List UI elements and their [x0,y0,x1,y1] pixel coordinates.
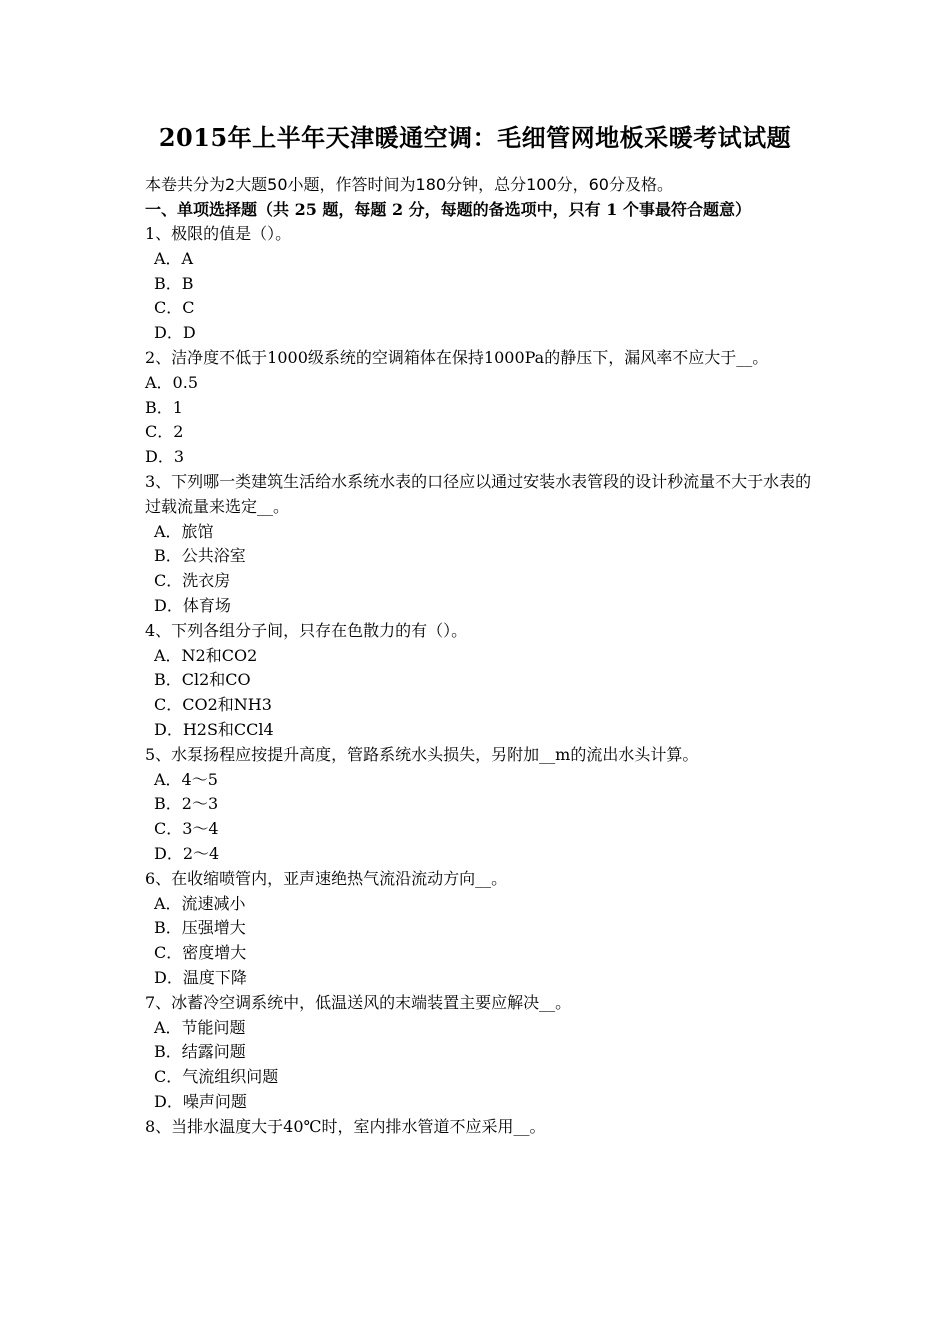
question-block [145,222,815,346]
answer-option: D．噪声问题 [154,1091,247,1111]
document-body [145,172,815,1139]
answer-option: D．2～4 [154,843,220,863]
answer-option: D．D [154,323,196,343]
answer-option: D．体育场 [154,595,231,615]
answer-option: A．流速减小 [154,893,246,913]
question-text: 6、在收缩喷管内，亚声速绝热气流沿流动方向__。 [145,868,508,888]
document-title: 2015年上半年天津暖通空调：毛细管网地板采暖考试试题 [158,123,792,152]
section-heading: 一、单项选择题（共 25 题，每题 2 分，每题的备选项中，只有 1 个事最符合题意） [145,200,751,219]
answer-option: C．3～4 [154,819,219,839]
question-block [145,991,815,1115]
question-block [145,743,815,867]
question-block [145,619,815,743]
question-block [145,346,815,470]
answer-option: B．压强增大 [154,918,246,938]
answer-option: B．2～3 [154,794,219,814]
answer-option: A．0.5 [145,372,199,392]
answer-option: D．温度下降 [154,967,247,987]
answer-option: B．公共浴室 [154,546,246,566]
answer-option: C．2 [145,422,184,442]
answer-option: A．节能问题 [154,1017,246,1037]
question-text: 5、水泵扬程应按提升高度，管路系统水头损失，另附加__m的流出水头计算。 [145,744,699,764]
question-list [145,222,815,1139]
answer-option: B．结露问题 [154,1042,246,1062]
answer-option: C．CO2和NH3 [154,695,272,715]
answer-option: A．A [154,248,194,268]
answer-option: C．气流组织问题 [154,1067,279,1087]
answer-option: A．旅馆 [154,521,214,541]
question-text: 4、下列各组分子间，只存在色散力的有（）。 [145,620,468,640]
answer-option: A．4～5 [154,769,218,789]
question-block [145,867,815,991]
question-block [145,470,815,619]
answer-option: C．C [154,298,195,318]
question-block [145,1115,815,1140]
answer-option: D．3 [145,447,185,467]
answer-option: B．B [154,273,194,293]
answer-option: C．洗衣房 [154,571,231,591]
question-text: 3、下列哪一类建筑生活给水系统水表的口径应以通过安装水表管段的设计秒流量不大于水表的过载流量来选定__。 [145,471,812,516]
question-text: 7、冰蓄冷空调系统中，低温送风的末端装置主要应解决__。 [145,992,572,1012]
question-text: 8、当排水温度大于40℃时，室内排水管道不应采用__。 [145,1116,546,1136]
exam-intro: 本卷共分为2大题50小题，作答时间为180分钟，总分100分，60分及格。 [145,175,673,194]
question-text: 2、洁净度不低于1000级系统的空调箱体在保持1000Pa的静压下，漏风率不应大于__。 [145,347,769,367]
answer-option: B．1 [145,397,183,417]
answer-option: A．N2和CO2 [154,645,258,665]
answer-option: D．H2S和CCl4 [154,719,274,739]
answer-option: B．Cl2和CO [154,670,251,690]
question-text: 1、极限的值是（）。 [145,224,292,243]
answer-option: C．密度增大 [154,943,247,963]
